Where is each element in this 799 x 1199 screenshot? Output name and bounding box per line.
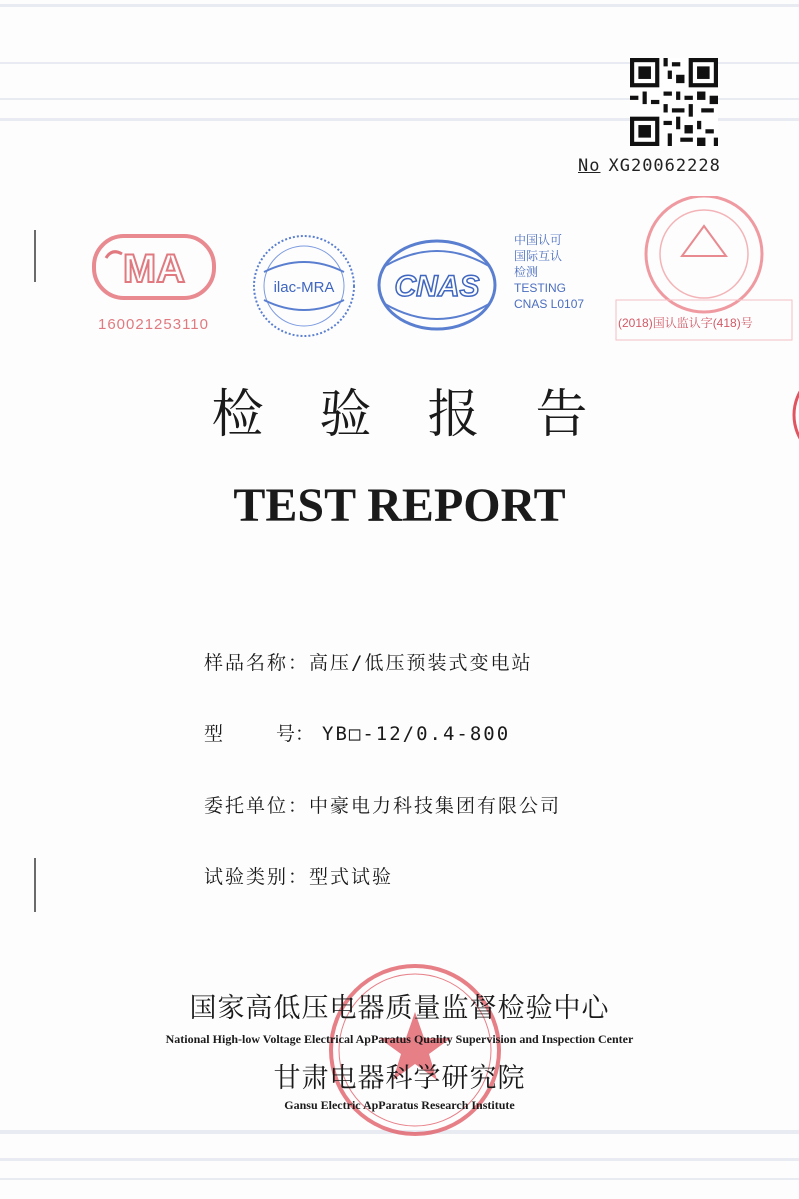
organization-english: National High-low Voltage Electrical ApParatus Quality Supervision and Inspection Center	[165, 1032, 634, 1046]
svg-text:MA: MA	[122, 247, 186, 291]
cnas-logo-icon	[375, 236, 499, 334]
scan-edge-mark	[34, 858, 36, 912]
client-label: 委托单位：	[204, 795, 310, 817]
organization-chinese: 国家高低压电器质量监督检验中心	[189, 993, 610, 1024]
institute-english: Gansu Electric ApParatus Research Institute	[284, 1098, 515, 1112]
test-type-value: 型式试验	[309, 866, 394, 888]
institute-chinese: 甘肃电器科学研究院	[273, 1063, 526, 1094]
ilac-mra-logo-icon	[250, 232, 358, 340]
model-label	[204, 719, 322, 746]
scan-streak	[0, 1158, 799, 1161]
cnas-line: TESTING	[514, 281, 567, 295]
sample-name-label: 样品名称：	[204, 652, 310, 674]
model-label-b: 号：	[276, 723, 315, 745]
field-sample-name	[204, 648, 532, 675]
scan-edge-mark	[34, 230, 36, 282]
cnas-line: 国际互认	[514, 249, 563, 263]
test-type-label: 试验类别：	[204, 866, 310, 888]
cnas-line: CNAS L0107	[514, 297, 585, 311]
cnas-line: 检测	[514, 265, 539, 279]
report-number-label: No	[578, 156, 601, 176]
cnas-text: CNAS	[394, 270, 480, 303]
field-client	[204, 791, 561, 818]
ilac-text: ilac-MRA	[273, 279, 335, 296]
model-label-a: 型	[204, 723, 224, 745]
certification-number: (2018)国认监认字(418)号	[618, 316, 753, 330]
field-test-type	[204, 862, 393, 889]
report-number	[578, 156, 721, 176]
sample-name-value: 高压/低压预装式变电站	[309, 652, 533, 674]
model-value: YB□-12/0.4-800	[322, 723, 511, 745]
cnas-line: 中国认可	[514, 233, 563, 247]
field-model	[204, 719, 510, 746]
cnas-accreditation-text	[514, 232, 614, 312]
report-number-value: XG20062228	[608, 156, 721, 176]
client-value: 中豪电力科技集团有限公司	[309, 795, 562, 817]
scan-streak	[0, 1178, 799, 1180]
scan-streak	[0, 4, 799, 7]
title-english: TEST REPORT	[233, 479, 566, 532]
qr-code-icon	[630, 58, 718, 146]
title-chinese: 检验报告	[211, 385, 644, 445]
cma-number: 160021253110	[98, 316, 209, 333]
